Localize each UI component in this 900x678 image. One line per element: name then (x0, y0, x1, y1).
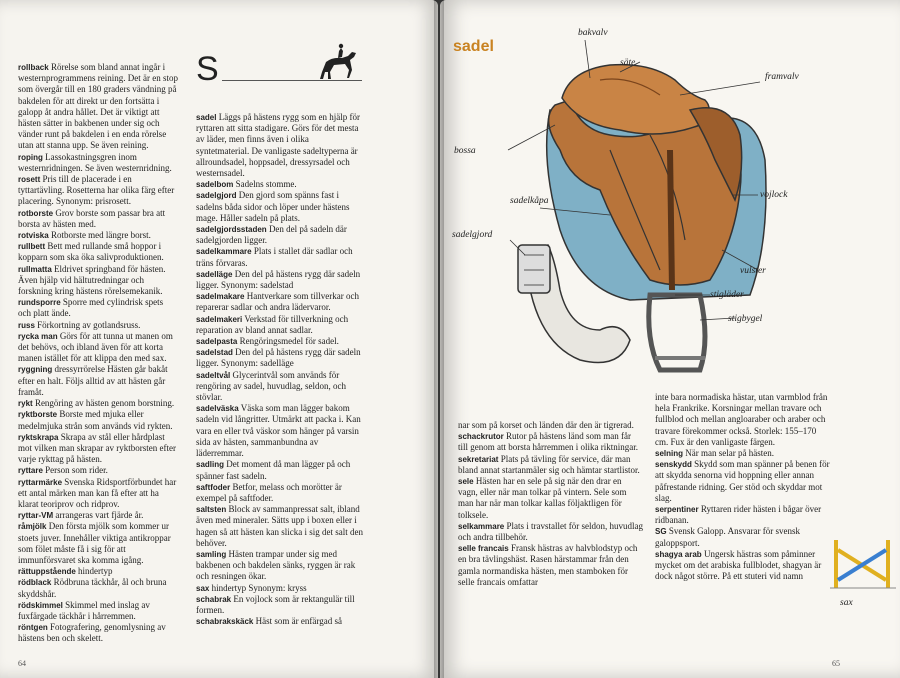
entry-headword: sadelbom (196, 180, 234, 190)
entry-text: Plats i travstallet för seldon, huvudlag och andra tillbehör. (458, 520, 643, 543)
entry-text: Görs för att tunna ut manen om det behövs, och ibland även för att korta manen istället för att klippa den med sax. (18, 330, 173, 364)
entry-headword: sadelkammare (196, 247, 252, 257)
dictionary-entry (18, 477, 178, 511)
dictionary-entry (18, 230, 178, 241)
entry-text: Fransk hästras av halvblodstyp och en bra tävlingshäst. Rasen härstammar från den gamla normandiska hästen, men stamboken för selle francais omfattar (458, 543, 638, 587)
left-column-2 (196, 112, 364, 627)
entry-headword: sadelstad (196, 348, 233, 358)
horse-rider-icon (316, 42, 364, 82)
dictionary-entry (655, 459, 830, 504)
entry-text: Rengöring av hästen genom borstning. (34, 398, 175, 409)
entry-text: Förkortning av gotlandsruss. (37, 319, 141, 330)
entry-text: Rotborste med längre borst. (50, 230, 151, 241)
entry-text: När man selar på hästen. (685, 448, 774, 459)
entry-headword: sekretariat (458, 454, 499, 464)
entry-headword: ryttare (18, 466, 43, 476)
entry-text: Den del på hästens rygg där sadeln ligger. Synonym: sadelstad (196, 268, 361, 291)
dictionary-entry (18, 398, 178, 409)
dictionary-entry (655, 392, 830, 448)
dictionary-entry (18, 409, 178, 431)
entry-text: Rödbruna täckhår, ål och bruna skyddshår. (18, 577, 167, 599)
entry-headword: SG (655, 527, 667, 537)
entry-text: Hästen trampar under sig med bakbenen och bakdelen sänks, ryggen är rak och resningen ökar. (196, 548, 356, 582)
entry-text: hindertyp Synonym: kryss (211, 582, 307, 593)
right-page (440, 0, 900, 678)
entry-text: Sadelns stomme. (235, 179, 297, 190)
entry-headword: sadel (196, 113, 217, 122)
dictionary-entry (196, 616, 364, 627)
entry-headword: rycka man (18, 331, 58, 341)
entry-headword: sele (458, 477, 474, 487)
dictionary-entry (196, 336, 364, 347)
entry-headword: ryktskrapa (18, 432, 59, 442)
entry-headword: rosett (18, 175, 41, 185)
entry-headword: sadelläge (196, 269, 233, 279)
entry-text: Eldrivet springband för hästen. Även hjälp vid hältutredningar och forskning kring hästens rörelsemekanik. (18, 263, 166, 297)
entry-headword: sadelgjord (196, 191, 237, 201)
entry-headword: rollback (18, 63, 49, 72)
dictionary-entry (18, 264, 178, 298)
entry-text: Glycerintvål som används för rengöring av sadel, huvudlag, seldon, och stövlar. (196, 369, 346, 403)
entry-text: Grov borste som passar bra att borsta av hästen med. (18, 207, 166, 229)
dictionary-entry (18, 241, 178, 263)
entry-text: En vojlock som är rektangulär till formen. (196, 593, 355, 615)
label-bossa: bossa (454, 146, 476, 156)
page-number-left: 64 (18, 659, 26, 668)
dictionary-entry (18, 320, 178, 331)
entry-text: Svenska Ridsportförbundet har ett antal märken man kan få efter att ha klarat teoriprov och ridprov. (18, 476, 177, 509)
dictionary-entry (196, 549, 364, 583)
dictionary-entry (196, 190, 364, 224)
label-sax: sax (840, 598, 853, 608)
entry-headword: shagya arab (655, 549, 702, 559)
dictionary-entry (196, 314, 364, 336)
dictionary-entry (18, 465, 178, 476)
dictionary-entry (18, 622, 178, 644)
right-column-2 (655, 392, 830, 582)
entry-headword: schabrakskäck (196, 617, 254, 627)
entry-text: Skydd som man spänner på benen för att skydda senorna vid hoppning eller annan påfrestande ridning. Ger stöd och skyddar mot slag. (655, 459, 830, 503)
entry-text: Rengöringsmedel för sadel. (239, 336, 339, 347)
dictionary-entry (196, 224, 364, 246)
dictionary-entry (196, 594, 364, 616)
entry-text: Rutor på hästens länd som man får till genom att borsta hårremmen i olika riktningar. (458, 431, 638, 453)
entry-text: Bett med rullande små hoppor i kopparn som ska öka salivproduktionen. (18, 241, 164, 263)
entry-headword: rödskimmel (18, 600, 63, 610)
entry-headword: schabrak (196, 594, 232, 604)
entry-headword: rundsporre (18, 298, 61, 308)
dictionary-entry (196, 179, 364, 190)
dictionary-entry (458, 454, 643, 476)
dictionary-entry (196, 246, 364, 268)
entry-headword: rykt (18, 399, 33, 409)
dictionary-entry (196, 583, 364, 594)
entry-headword: sadelväska (196, 404, 239, 414)
dictionary-entry (655, 549, 830, 583)
entry-text: Den del på hästens rygg där sadeln ligger. Synonym: sadelläge (196, 347, 361, 369)
dictionary-entry (196, 347, 364, 369)
dictionary-entry (18, 364, 178, 398)
dictionary-entry (196, 370, 364, 404)
entry-text: Ryttaren rider hästen i bågar över ridbanan. (655, 504, 822, 526)
dictionary-entry (18, 566, 178, 577)
entry-headword: råmjölk (18, 522, 47, 532)
entry-headword: selle francais (458, 544, 509, 554)
entry-text: Plats i stallet där sadlar och träns förvaras. (196, 246, 353, 268)
label-vulster: vulster (740, 266, 766, 276)
dictionary-entry (18, 208, 178, 230)
saddle-illustration (500, 40, 770, 390)
entry-text: Sporre med cylindrisk spets och platt ände. (18, 297, 164, 319)
entry-text: Väska som man lägger bakom sadeln vid långritter. Utmärkt att packa i. Kan vara en eller två väskor som hänger på varsin sida av hästen, sammanbundna av läderremmar. (196, 403, 361, 459)
entry-text: Hantverkare som tillverkar och reparerar sadlar och andra lädervaror. (196, 291, 359, 313)
entry-headword: serpentiner (655, 505, 699, 515)
left-page (0, 0, 438, 678)
dictionary-entry (458, 420, 643, 431)
label-stigbygel: stigbygel (728, 314, 763, 324)
dictionary-entry (196, 504, 364, 549)
entry-headword: sadelpasta (196, 337, 238, 347)
entry-text: nar som på korset och länden där den är tigrerad. (458, 420, 634, 430)
entry-headword: sadling (196, 460, 225, 470)
dictionary-entry (196, 291, 364, 313)
book-gutter (434, 0, 444, 678)
entry-headword: ryktborste (18, 410, 58, 420)
entry-text: Svensk Galopp. Ansvarar för svensk galoppsport. (655, 526, 801, 548)
dictionary-entry (655, 504, 830, 526)
entry-text: Ungersk hästras som påminner mycket om det arabiska fullblodet, shagyan är dock något större. På ett stuteri vid namn (655, 548, 822, 582)
entry-headword: ryttarmärke (18, 477, 63, 487)
entry-headword: sadelmakeri (196, 314, 243, 324)
entry-headword: russ (18, 320, 35, 330)
left-column-1 (18, 62, 178, 645)
dictionary-entry (458, 521, 643, 543)
entry-text: Pris till de placerade i en tyttartävling. Rosetterna har olika färg efter placering. Synonym: prisrosett. (18, 174, 175, 207)
entry-text: arrangeras vart fjärde år. (55, 510, 144, 521)
entry-text: Skrapa av stål eller hårdplast mot vilken man skrapar av ryktborsten efter varje rykttag på hästen. (18, 431, 176, 465)
entry-headword: selkammare (458, 521, 505, 531)
dictionary-entry (18, 297, 178, 319)
dictionary-entry (196, 482, 364, 504)
entry-text: Den gjord som spänns fast i sadelns båda sidor och löper under hästens mage. Håller sadeln på plats. (196, 190, 350, 223)
entry-text: inte bara normadiska hästar, utan varmblod från hela Frankrike. Korsningar mellan travare och fullblod och mellan angloaraber och araber och travare förekommer också. Storlek: 155–170 cm. Fux är den vanligaste färgen. (655, 392, 828, 447)
section-letter: S (196, 50, 219, 88)
label-vojlock: vojlock (760, 190, 788, 200)
label-bakvalv: bakvalv (578, 28, 608, 38)
entry-headword: sadeltvål (196, 370, 231, 380)
entry-text: Plats på tävling för service, där man bland annat startanmäler sig och hämtar startlistor. (458, 453, 640, 475)
dictionary-entry (196, 403, 364, 459)
dictionary-entry (18, 174, 178, 208)
entry-text: Läggs på hästens rygg som en hjälp för ryttaren att sitta stadigare. Görs för det mesta av läder, men finns även i olika syntetmaterial. De vanligaste sadeltyperna är allroundsadel, hoppsadel, dressyrsadel och westernsadel. (196, 112, 360, 179)
dictionary-entry (18, 62, 178, 152)
entry-text: Verkstad för tillverkning och reparation av bland annat sadlar. (196, 313, 349, 335)
dictionary-entry (18, 331, 178, 365)
entry-text: Det moment då man lägger på och spänner fast sadeln. (196, 459, 351, 481)
entry-headword: selning (655, 449, 684, 459)
dictionary-entry (18, 510, 178, 521)
dictionary-entry (655, 526, 830, 548)
entry-headword: ryggning (18, 365, 53, 375)
entry-text: Hästen har en sele på sig när den drar en vagn, eller när man tolkar på vintern. Sele som man har när man tolkar kallas följaktligen för tolksele. (458, 476, 627, 520)
entry-text: Borste med mjuka eller medelmjuka strån som används vid rykten. (18, 409, 173, 431)
entry-headword: röntgen (18, 623, 48, 633)
label-sadelgjord: sadelgjord (452, 230, 493, 240)
dictionary-entry (196, 112, 364, 179)
right-column-1 (458, 420, 643, 588)
entry-headword: ryttar-VM (18, 511, 54, 521)
dictionary-entry (18, 600, 178, 622)
dictionary-entry (458, 543, 643, 588)
dictionary-entry (196, 459, 364, 481)
dictionary-entry (655, 448, 830, 459)
label-stiglader: stigläder (710, 290, 744, 300)
illustration-title: sadel (453, 38, 494, 55)
entry-text: Betfor, melass och morötter är exempel på saftfoder. (196, 481, 342, 503)
entry-text: Person som rider. (45, 465, 108, 476)
entry-text: Häst som är enfärgad så (255, 616, 342, 627)
entry-headword: rullbett (18, 242, 46, 252)
entry-headword: rotviska (18, 231, 49, 241)
entry-headword: sadelmakare (196, 292, 245, 302)
label-framvalv: framvalv (765, 72, 799, 82)
entry-headword: saftfoder (196, 482, 231, 492)
entry-text: Den första mjölk som kommer ur stoets juver. Innehåller viktiga antikroppar som fölet måste få i sig för att immunförsvaret ska komma igång. (18, 521, 171, 565)
dictionary-entry (458, 431, 643, 453)
label-sadelkapa: sadelkåpa (510, 196, 549, 206)
page-number-right: 65 (832, 659, 840, 668)
dictionary-entry (196, 269, 364, 291)
sax-fence-illustration (830, 540, 896, 596)
entry-headword: senskydd (655, 460, 692, 470)
dictionary-entry (18, 152, 178, 174)
entry-text: dressyrrörelse Hästen går bakåt efter en halt. Följs alltid av att hästen går framåt. (18, 364, 168, 397)
entry-headword: rättuppstående (18, 567, 76, 577)
entry-text: hindertyp (78, 566, 113, 577)
dictionary-entry (458, 476, 643, 521)
dictionary-entry (18, 577, 178, 599)
entry-text: Skimmel med inslag av fuxfärgade täckhår i hårremmen. (18, 599, 150, 621)
entry-headword: sax (196, 583, 210, 593)
entry-headword: roping (18, 152, 43, 162)
entry-text: Den del på sadeln där sadelgjorden ligger. (196, 224, 347, 246)
entry-text: Block av sammanpressat salt, ibland även med mineraler. Sätts upp i boxen eller i hagen så att hästen kan slicka i sig det salt den behöver. (196, 504, 363, 548)
entry-headword: samling (196, 549, 227, 559)
entry-headword: sadelgjordsstaden (196, 225, 267, 235)
entry-headword: rotborste (18, 208, 54, 218)
entry-headword: saltsten (196, 505, 227, 515)
dictionary-entry (18, 432, 178, 466)
label-sate: säte (620, 58, 636, 68)
dictionary-entry (18, 521, 178, 566)
entry-headword: rullmatta (18, 264, 52, 274)
entry-text: Fotografering, genomlysning av hästens ben och skelett. (18, 622, 166, 644)
entry-text: Lassokastningsgren inom westernridningen. Se även westernridning. (18, 151, 172, 173)
entry-headword: schackrutor (458, 432, 504, 442)
entry-headword: rödblack (18, 578, 52, 588)
entry-text: Rörelse som bland annat ingår i westernprogrammens reining. Det är en stop som övergår till en 180 graders vändning på bakdelen för att direkt ur den fortsätta i galopp åt andra hållet. Det är viktigt att hästen sätter in bakbenen under sig och vänder runt på bakdelen i en enda rörelse utan att stanna upp. Se även reining. (18, 62, 178, 151)
